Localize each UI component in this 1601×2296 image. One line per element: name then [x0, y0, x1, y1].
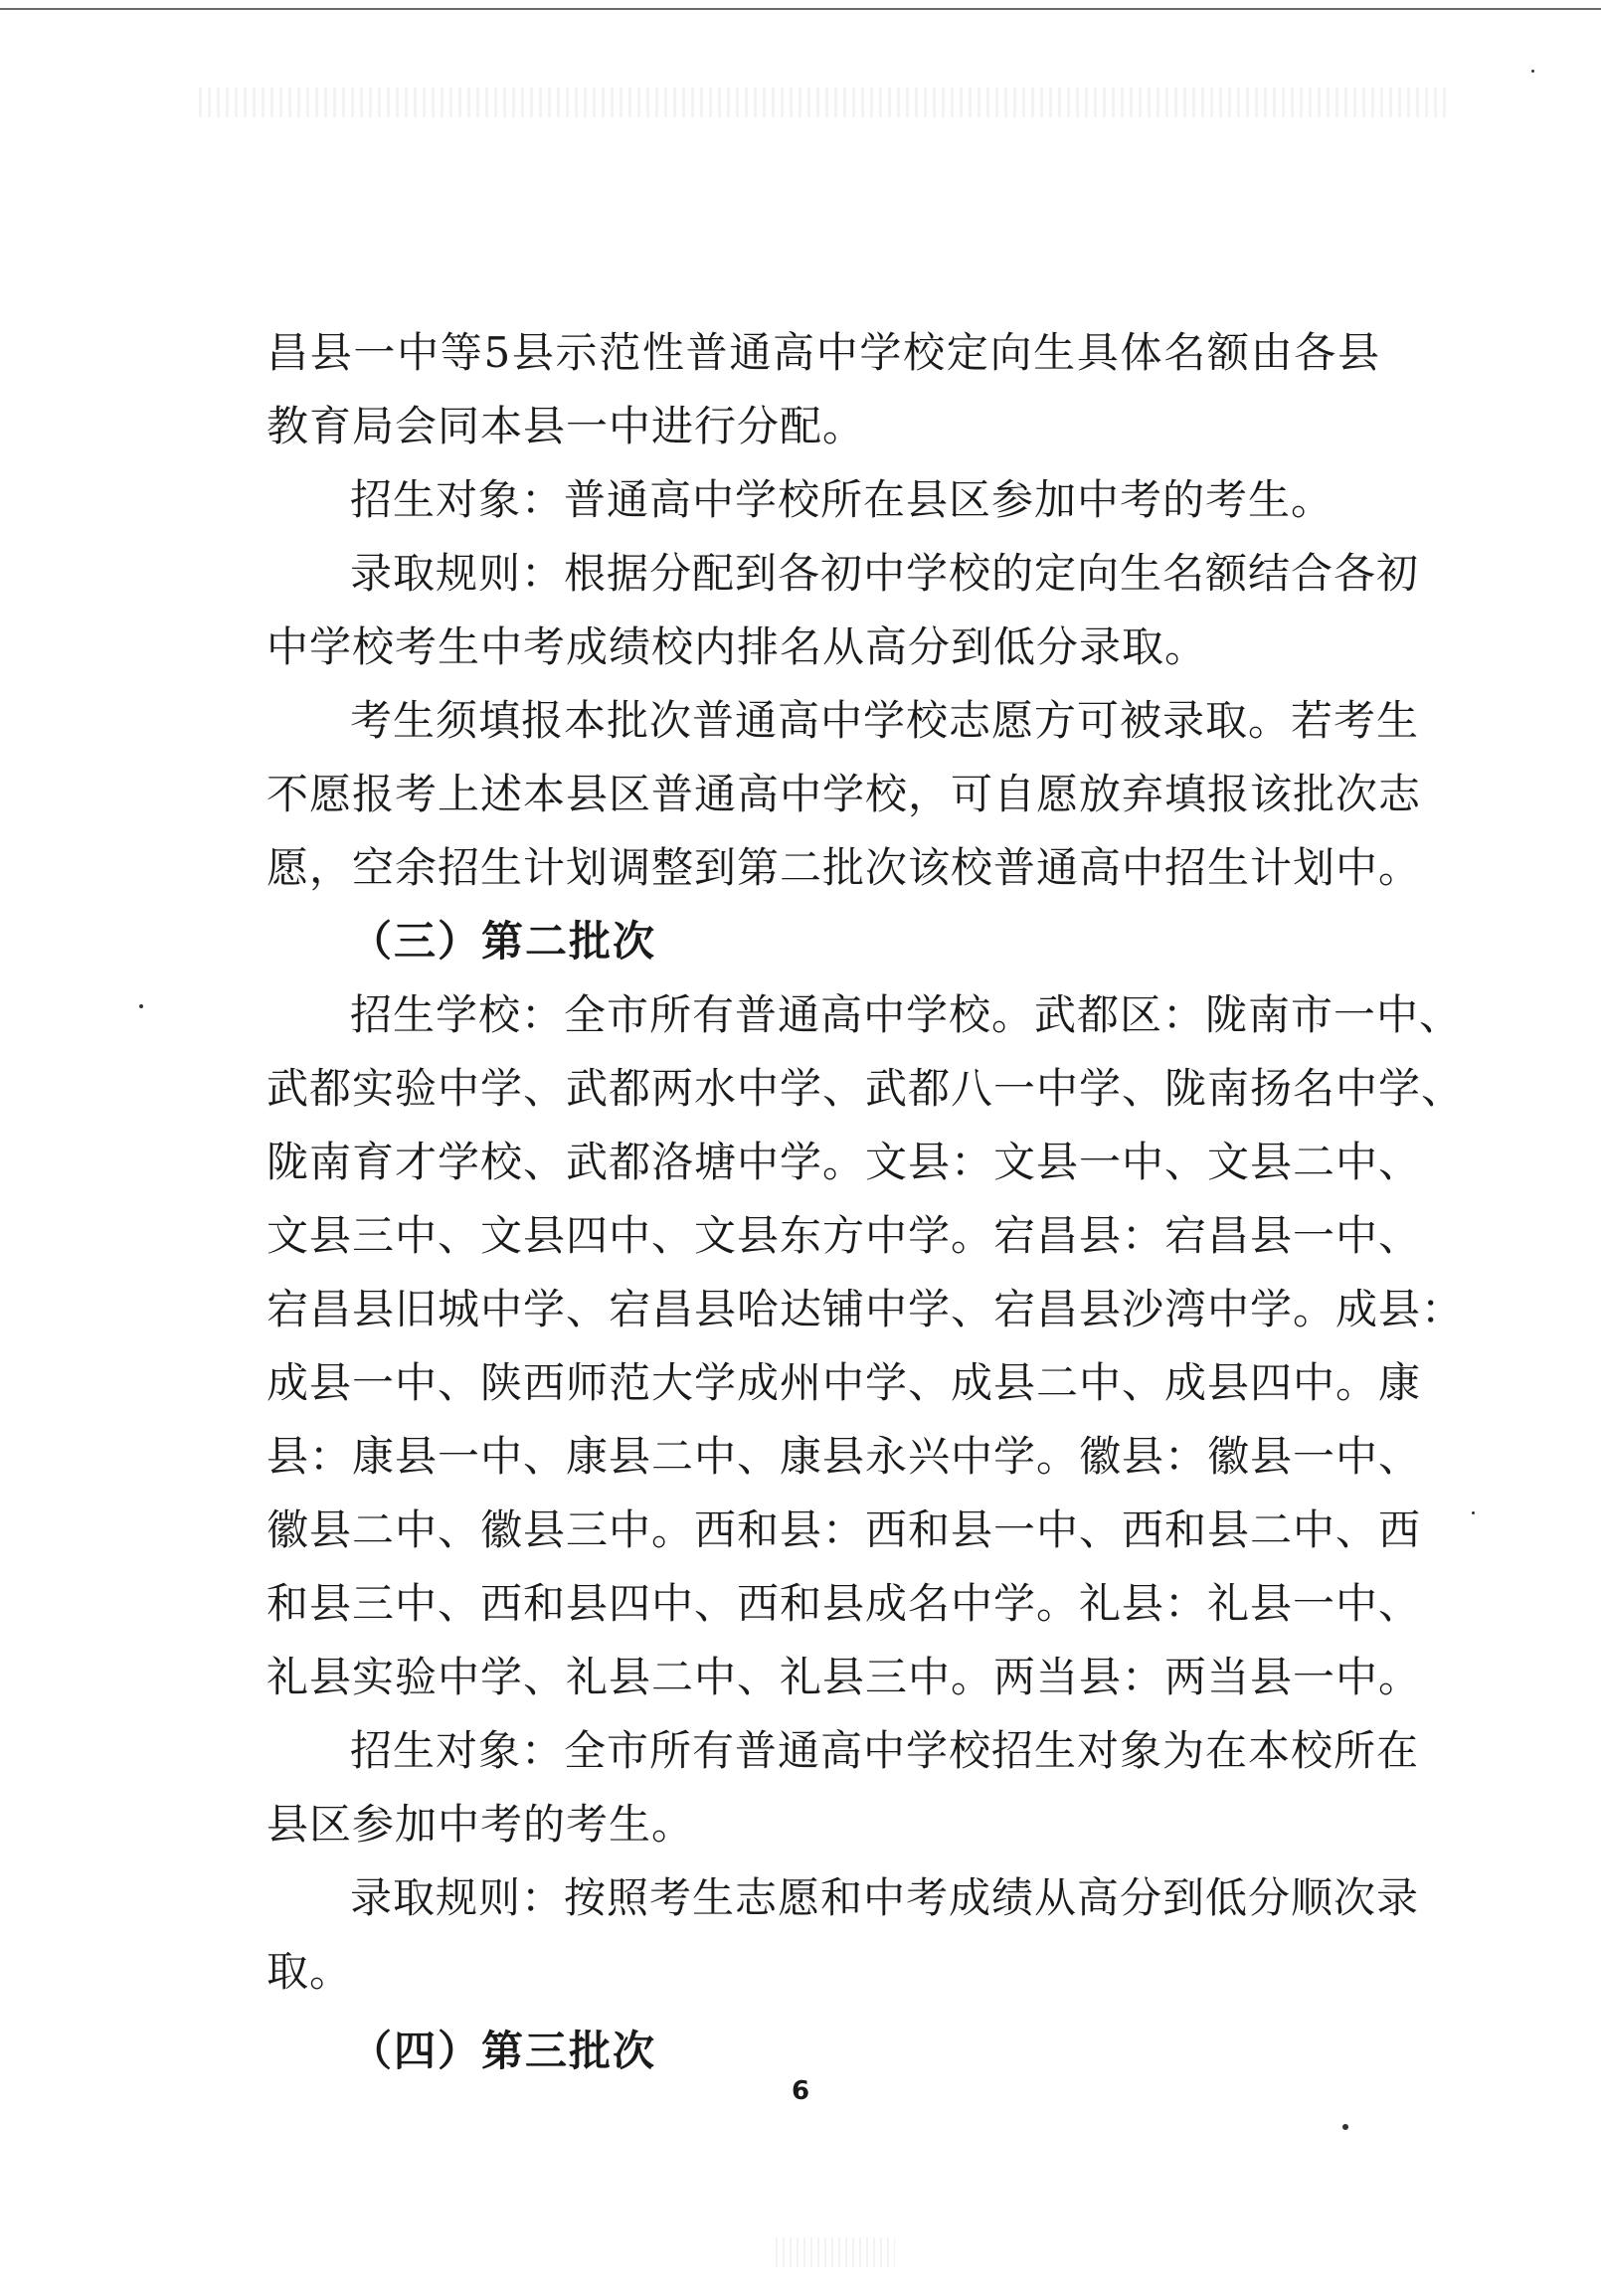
text-line: 招生学校：全市所有普通高中学校。武都区：陇南市一中、 [350, 990, 1463, 1039]
text-line: 文县三中、文县四中、文县东方中学。宕昌县：宕昌县一中、 [267, 1211, 1422, 1260]
text-line: 成县一中、陕西师范大学成州中学、成县二中、成县四中。康 [267, 1358, 1422, 1407]
text-line: 不愿报考上述本县区普通高中学校，可自愿放弃填报该批次志 [267, 770, 1422, 818]
text-line: 县：康县一中、康县二中、康县永兴中学。徽县：徽县一中、 [267, 1432, 1422, 1481]
text-line: 礼县实验中学、礼县二中、礼县三中。两当县：两当县一中。 [267, 1653, 1422, 1701]
text-line: 和县三中、西和县四中、西和县成名中学。礼县：礼县一中、 [267, 1579, 1422, 1628]
section-heading-batch3: （四）第三批次 [350, 2027, 657, 2075]
text-line: 宕昌县旧城中学、宕昌县哈达铺中学、宕昌县沙湾中学。成县： [267, 1285, 1465, 1333]
text-line: 中学校考生中考成绩校内排名从高分到低分录取。 [267, 622, 1208, 671]
text-line: 陇南育才学校、武都洛塘中学。文县：文县一中、文县二中、 [267, 1138, 1422, 1186]
text-line: 教育局会同本县一中进行分配。 [267, 402, 866, 450]
scan-speck [1472, 1511, 1475, 1514]
text-line: 取。 [267, 1947, 353, 1996]
text-line: 徽县二中、徽县三中。西和县：西和县一中、西和县二中、西 [267, 1505, 1422, 1554]
text-line: 录取规则：按照考生志愿和中考成绩从高分到低分顺次录 [350, 1873, 1420, 1922]
text-line: 县区参加中考的考生。 [267, 1800, 695, 1849]
scan-speck [1531, 70, 1534, 73]
text-line: 招生对象：全市所有普通高中学校招生对象为在本校所在 [350, 1726, 1420, 1775]
scan-top-edge [0, 8, 1601, 10]
scan-speck [1342, 2124, 1348, 2130]
text-line: 武都实验中学、武都两水中学、武都八一中学、陇南扬名中学、 [267, 1064, 1465, 1113]
section-heading-batch2: （三）第二批次 [350, 917, 657, 966]
text-line: 录取规则：根据分配到各初中学校的定向生名额结合各初 [350, 549, 1420, 598]
text-line: 招生对象：普通高中学校所在县区参加中考的考生。 [350, 475, 1334, 524]
body-text [267, 316, 1465, 2088]
text-line: 愿，空余招生计划调整到第二批次该校普通高中招生计划中。 [267, 843, 1422, 892]
text-line: 考生须填报本批次普通高中学校志愿方可被录取。若考生 [350, 696, 1420, 745]
faded-header-marks [199, 88, 1452, 117]
scan-speck [139, 1004, 143, 1008]
faded-footer-marks [776, 2237, 895, 2267]
text-line: 昌县一中等5县示范性普通高中学校定向生具体名额由各县 [267, 328, 1380, 377]
page-number: 6 [791, 2076, 810, 2106]
